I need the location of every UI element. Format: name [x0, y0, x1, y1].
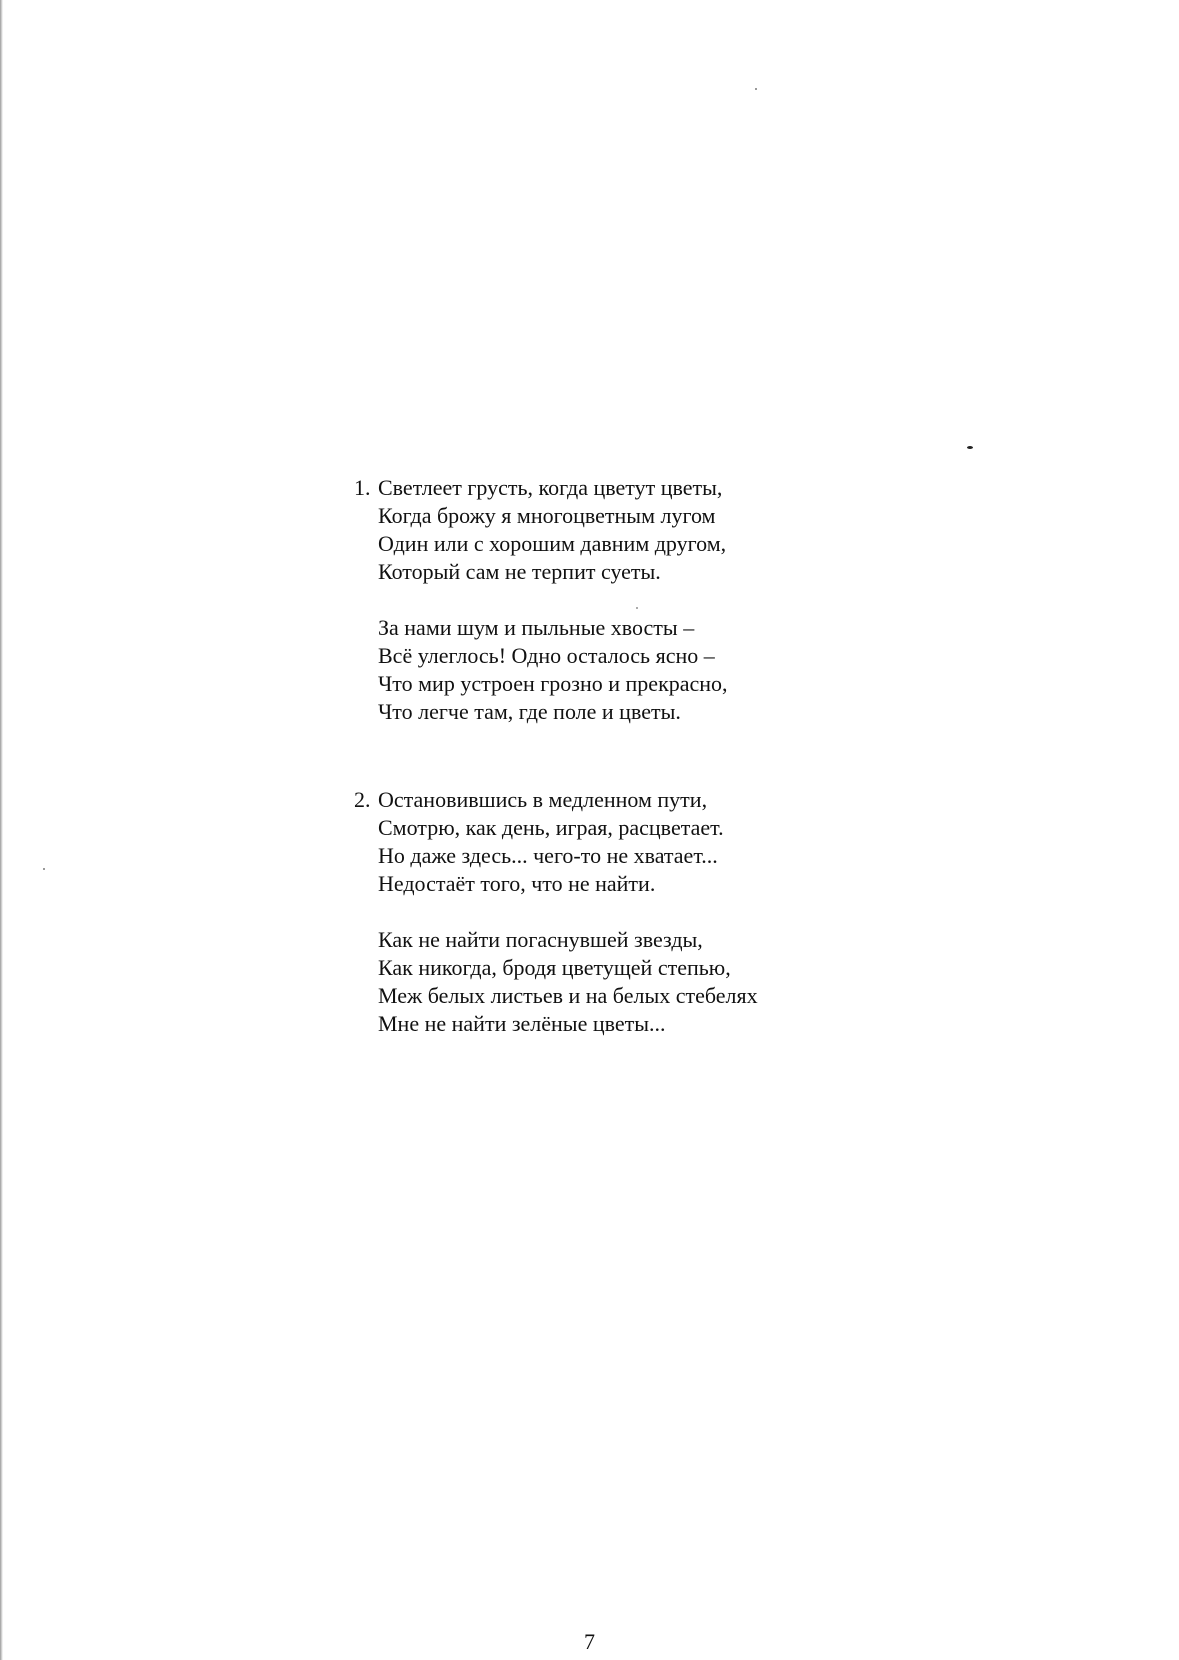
poem-line: Когда брожу я многоцветным лугом [378, 503, 716, 528]
stanza [378, 786, 898, 898]
poem-line: Остановившись в медленном пути, [378, 787, 708, 812]
page-number: 7 [584, 1629, 595, 1654]
poem-1 [354, 474, 898, 726]
poem-line: Что легче там, где поле и цветы. [378, 699, 681, 724]
poem-line: Что мир устроен грозно и прекрасно, [378, 671, 728, 696]
scan-speck [967, 446, 973, 449]
poem-line: Меж белых листьев и на белых стебелях [378, 983, 758, 1008]
poem-line: Светлеет грусть, когда цветут цветы, [378, 475, 723, 500]
poem-line: Но даже здесь... чего-то не хватает... [378, 843, 718, 868]
scan-speck [755, 88, 757, 90]
stanza [378, 926, 898, 1038]
poem-line: Всё улеглось! Одно осталось ясно – [378, 643, 715, 668]
poem-line: Один или с хорошим давним другом, [378, 531, 727, 556]
poem-number: 2. [354, 787, 371, 812]
poem-2 [354, 786, 898, 1038]
stanza [378, 614, 898, 726]
poem-line: За нами шум и пыльные хвосты – [378, 615, 695, 640]
poem-line: Мне не найти зелёные цветы... [378, 1011, 666, 1036]
poem-line: Смотрю, как день, играя, расцветает. [378, 815, 724, 840]
poem-line: Который сам не терпит суеты. [378, 559, 661, 584]
scan-speck [43, 868, 45, 870]
poem-line: Недостаёт того, что не найти. [378, 871, 656, 896]
poem-line: Как никогда, бродя цветущей степью, [378, 955, 731, 980]
poem-line: Как не найти погаснувшей звезды, [378, 927, 703, 952]
scan-edge [0, 0, 3, 1660]
stanza [378, 474, 898, 586]
poem-number: 1. [354, 475, 371, 500]
